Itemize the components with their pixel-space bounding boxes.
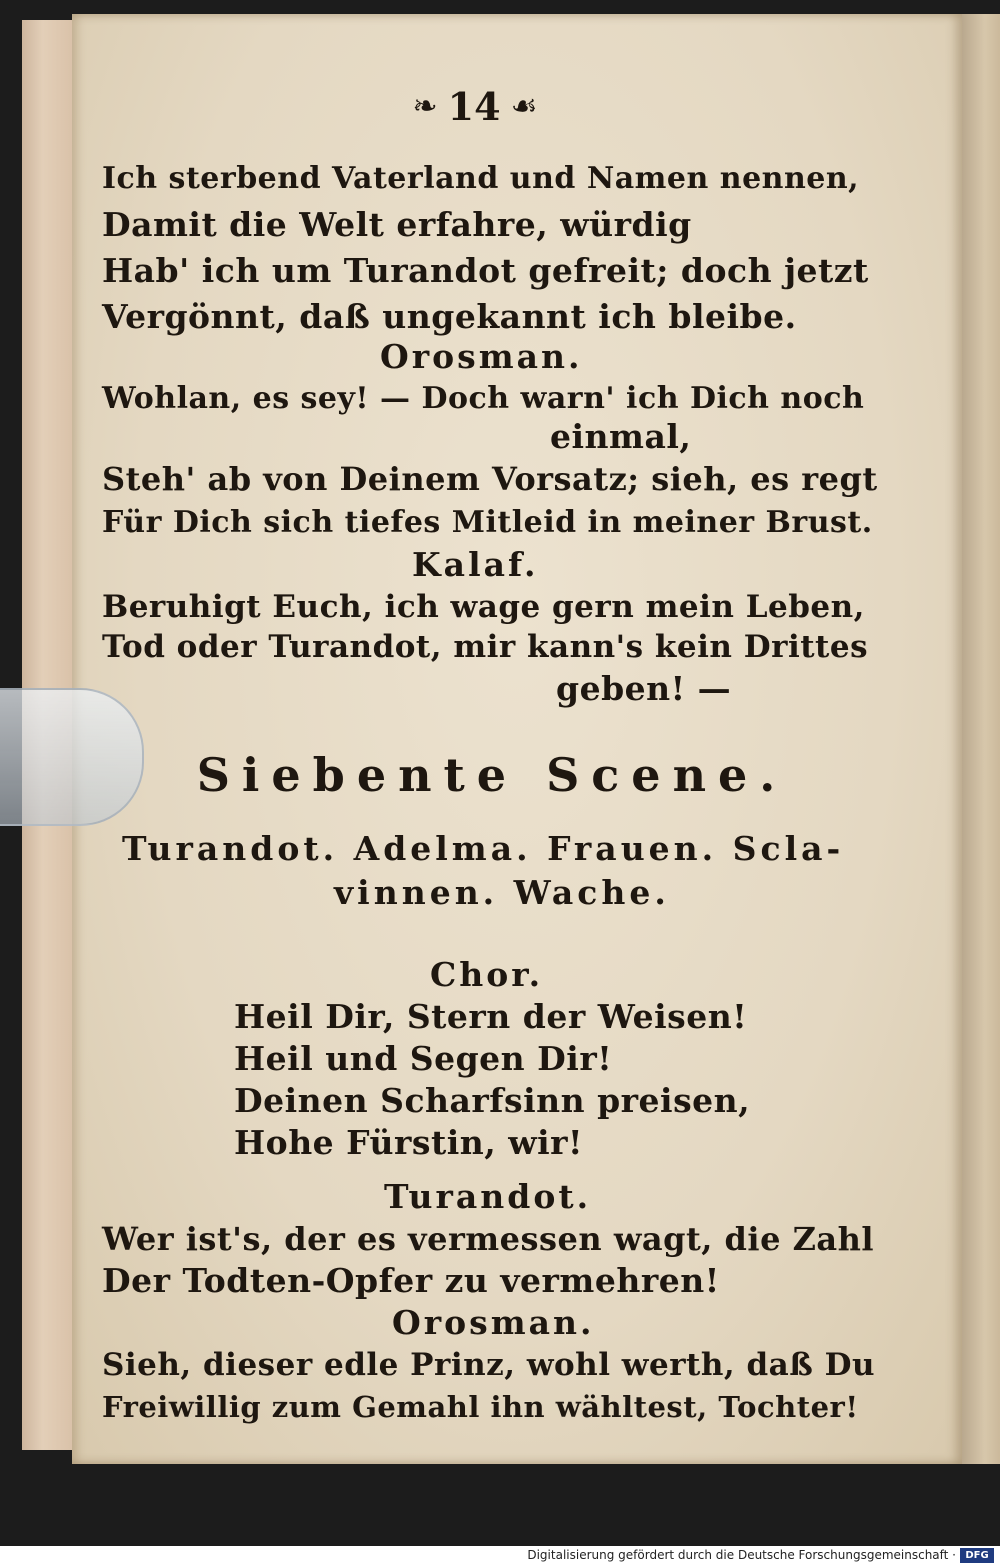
- verse-line: Vergönnt, daß ungekannt ich bleibe.: [102, 297, 797, 336]
- verse-line: Für Dich sich tiefes Mitleid in meiner Brust.: [102, 505, 873, 540]
- digitization-footer: [0, 1546, 1000, 1566]
- scene-heading: Siebente Scene.: [196, 748, 788, 802]
- verse-line-continuation: geben! —: [556, 669, 732, 708]
- verse-line: Freiwillig zum Gemahl ihn wähltest, Tochter!: [102, 1390, 859, 1424]
- speaker-name: Orosman.: [392, 1303, 595, 1342]
- verse-line-continuation: einmal,: [550, 417, 692, 456]
- verse-line: Wer ist's, der es vermessen wagt, die Zahl: [102, 1220, 875, 1258]
- cast-list-line: vinnen. Wache.: [334, 873, 670, 912]
- verse-line: Wohlan, es sey! — Doch warn' ich Dich noch: [102, 381, 865, 416]
- cast-list-line: Turandot. Adelma. Frauen. Scla-: [122, 829, 845, 868]
- verse-line: Sieh, dieser edle Prinz, wohl werth, daß Du: [102, 1347, 876, 1383]
- dfg-logo: DFG: [960, 1548, 994, 1563]
- verse-line: Der Todten-Opfer zu vermehren!: [102, 1261, 720, 1300]
- verse-line: Hab' ich um Turandot gefreit; doch jetzt: [102, 251, 869, 290]
- chorus-line: Hohe Fürstin, wir!: [234, 1123, 584, 1162]
- speaker-name: Turandot.: [384, 1177, 592, 1216]
- page-number: 14: [447, 84, 501, 129]
- left-ornament-icon: ❧: [412, 89, 438, 124]
- verse-line: Beruhigt Euch, ich wage gern mein Leben,: [102, 589, 865, 625]
- verse-line: Tod oder Turandot, mir kann's kein Drittes: [102, 629, 869, 665]
- adjacent-page-edge: [962, 14, 1000, 1464]
- speaker-name: Orosman.: [380, 337, 583, 376]
- verse-line: Steh' ab von Deinem Vorsatz; sieh, es regt: [102, 460, 878, 498]
- speaker-name: Kalaf.: [412, 545, 539, 584]
- page-number-header: [390, 84, 560, 130]
- verse-line: Damit die Welt erfahre, würdig: [102, 205, 692, 244]
- verse-line: Ich sterbend Vaterland und Namen nennen,: [102, 161, 860, 196]
- right-ornament-icon: ☙: [510, 89, 538, 124]
- chorus-line: Heil und Segen Dir!: [234, 1039, 613, 1078]
- funding-notice: Digitalisierung gefördert durch die Deutsche Forschungsgemeinschaft ·: [527, 1548, 956, 1562]
- chorus-line: Deinen Scharfsinn preisen,: [234, 1081, 751, 1120]
- speaker-name: Chor.: [430, 955, 544, 994]
- chorus-line: Heil Dir, Stern der Weisen!: [234, 997, 748, 1036]
